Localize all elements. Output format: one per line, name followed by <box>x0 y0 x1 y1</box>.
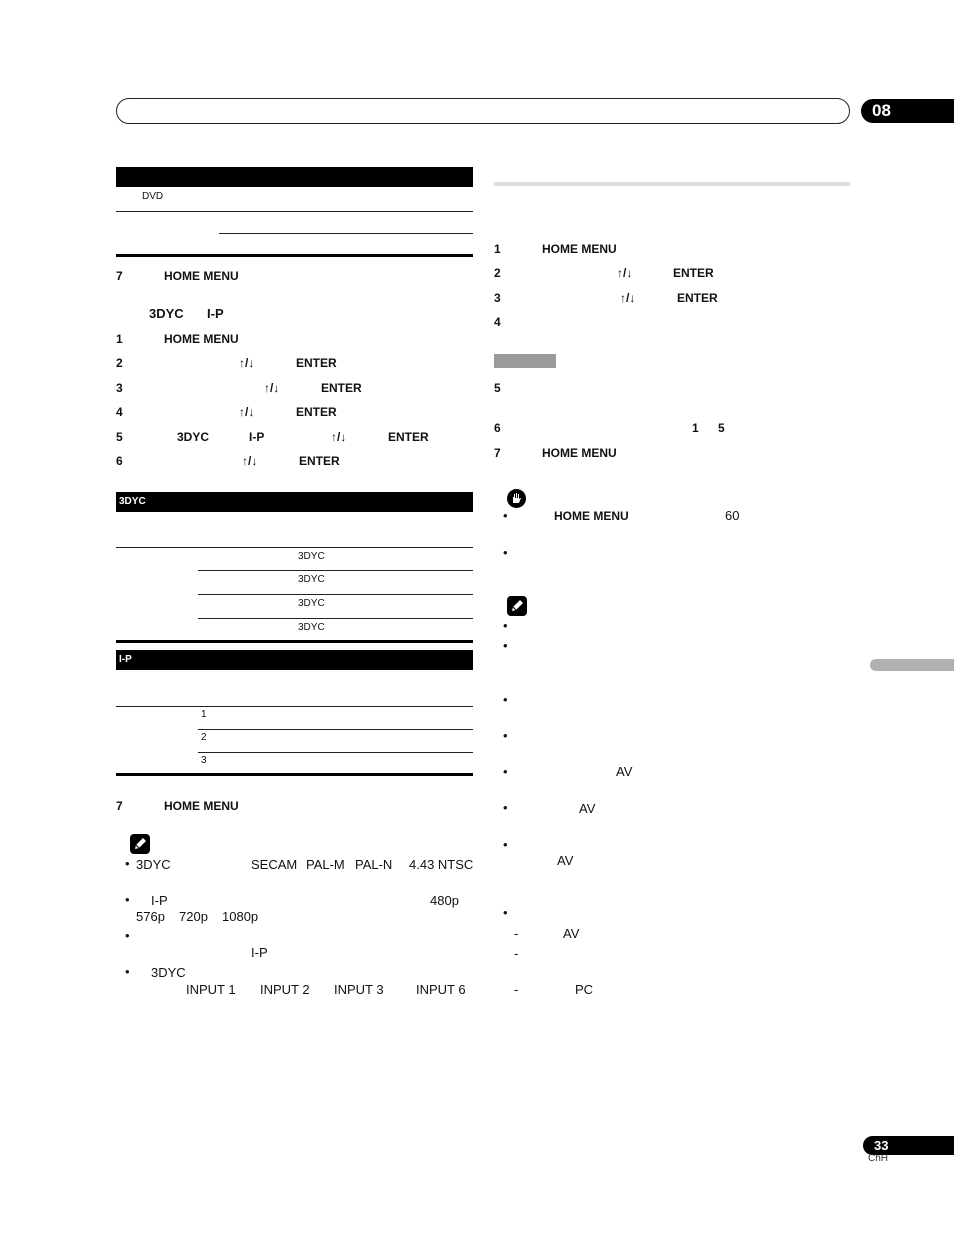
pencil-icon <box>130 834 150 854</box>
bullet: • <box>503 638 508 653</box>
divider <box>116 706 473 707</box>
step-number: 7 <box>116 799 123 813</box>
note-term: 480p <box>430 893 459 908</box>
arrow-keys: ↑/↓ <box>239 405 255 419</box>
chapter-number: 08 <box>861 99 954 123</box>
key-label: ENTER <box>388 430 429 444</box>
table-cell: 3DYC <box>298 598 325 609</box>
note-term: INPUT 2 <box>260 982 310 997</box>
table-cell: 2 <box>201 732 207 743</box>
bullet: • <box>503 905 508 920</box>
arrow-keys: ↑/↓ <box>617 266 633 280</box>
table-3dyc-header: 3DYC <box>116 492 473 512</box>
table-bottom-rule <box>116 773 473 776</box>
dash: - <box>514 982 519 997</box>
note-term: 3DYC <box>151 965 186 980</box>
bullet: • <box>503 545 508 560</box>
key-label: ENTER <box>321 381 362 395</box>
step-number: 1 <box>116 332 123 346</box>
step-number: 3 <box>494 291 501 305</box>
note-term: 4.43 NTSC <box>409 857 474 872</box>
divider <box>116 211 473 212</box>
key-label: HOME MENU <box>554 509 629 523</box>
arrow-keys: ↑/↓ <box>242 454 258 468</box>
key-label: HOME MENU <box>164 332 239 346</box>
bullet: • <box>125 964 130 979</box>
step-number: 5 <box>494 381 501 395</box>
divider <box>198 570 473 571</box>
input-av: AV <box>579 801 596 816</box>
divider <box>198 618 473 619</box>
dash: - <box>514 926 519 941</box>
language-code: ChH <box>868 1153 889 1164</box>
note-term: INPUT 6 <box>416 982 466 997</box>
arrow-keys: ↑/↓ <box>239 356 255 370</box>
note-term: 1080p <box>222 909 259 924</box>
term-3dyc: 3DYC <box>177 430 210 444</box>
subheading-ip: I-P <box>207 306 224 321</box>
key-label: ENTER <box>296 405 337 419</box>
bullet: • <box>503 508 508 523</box>
caution-hand-icon <box>507 489 526 508</box>
divider <box>116 547 473 548</box>
note-term: PAL-M <box>306 857 345 872</box>
table-cell: 3DYC <box>298 622 325 633</box>
arrow-keys: ↑/↓ <box>331 430 347 444</box>
step-number: 2 <box>116 356 123 370</box>
pencil-icon <box>507 596 527 616</box>
table-cell: 3DYC <box>298 551 325 562</box>
bullet: • <box>125 856 130 871</box>
range-start: 1 <box>692 421 699 435</box>
bullet: • <box>503 764 508 779</box>
input-pc: PC <box>575 982 594 997</box>
step-number: 4 <box>116 405 123 419</box>
table-cell: 1 <box>201 709 207 720</box>
divider <box>198 594 473 595</box>
key-label: HOME MENU <box>164 799 239 813</box>
table-cell: 3DYC <box>298 574 325 585</box>
subheading-3dyc: 3DYC <box>149 306 184 321</box>
table-ip-header: I-P <box>116 650 473 670</box>
bullet: • <box>503 618 508 633</box>
table-cell: 3 <box>201 755 207 766</box>
note-term: 576p <box>136 909 165 924</box>
bullet: • <box>503 800 508 815</box>
side-tab <box>870 659 954 671</box>
key-label: HOME MENU <box>164 269 239 283</box>
highlight-box <box>494 354 556 368</box>
arrow-keys: ↑/↓ <box>264 381 280 395</box>
note-term: PAL-N <box>355 857 393 872</box>
note-term: INPUT 3 <box>334 982 384 997</box>
input-av: AV <box>563 926 580 941</box>
bullet: • <box>125 892 130 907</box>
input-av: AV <box>616 764 633 779</box>
note-term: INPUT 1 <box>186 982 236 997</box>
divider <box>198 729 473 730</box>
header-bar <box>116 98 850 124</box>
note-term: I-P <box>251 945 268 960</box>
table1-bottom-rule <box>116 254 473 257</box>
bullet: • <box>503 837 508 852</box>
note-term: 3DYC <box>136 857 171 872</box>
key-label: HOME MENU <box>542 446 617 460</box>
step-number: 1 <box>494 242 501 256</box>
step-number: 6 <box>494 421 501 435</box>
key-label: ENTER <box>299 454 340 468</box>
bullet: • <box>125 928 130 943</box>
section-rule <box>494 182 850 186</box>
step-number: 3 <box>116 381 123 395</box>
note-term: I-P <box>151 893 168 908</box>
step-number: 4 <box>494 315 501 329</box>
key-label: ENTER <box>677 291 718 305</box>
dash: - <box>514 946 519 961</box>
step-number: 7 <box>116 269 123 283</box>
key-label: HOME MENU <box>542 242 617 256</box>
divider <box>219 233 473 234</box>
step-number: 7 <box>494 446 501 460</box>
divider <box>198 752 473 753</box>
step-number: 6 <box>116 454 123 468</box>
note-term: 720p <box>179 909 208 924</box>
step-number: 5 <box>116 430 123 444</box>
range-end: 5 <box>718 421 725 435</box>
table1-cell-dvd: DVD <box>142 191 164 202</box>
note-term: SECAM <box>251 857 298 872</box>
step-number: 2 <box>494 266 501 280</box>
timeout-value: 60 <box>725 508 740 523</box>
key-label: ENTER <box>296 356 337 370</box>
bullet: • <box>503 728 508 743</box>
key-label: ENTER <box>673 266 714 280</box>
page-number: 33 <box>863 1136 954 1155</box>
input-av: AV <box>557 853 574 868</box>
arrow-keys: ↑/↓ <box>620 291 636 305</box>
bullet: • <box>503 692 508 707</box>
table-bottom-rule <box>116 640 473 643</box>
table1-header <box>116 167 473 187</box>
term-ip: I-P <box>249 430 265 444</box>
